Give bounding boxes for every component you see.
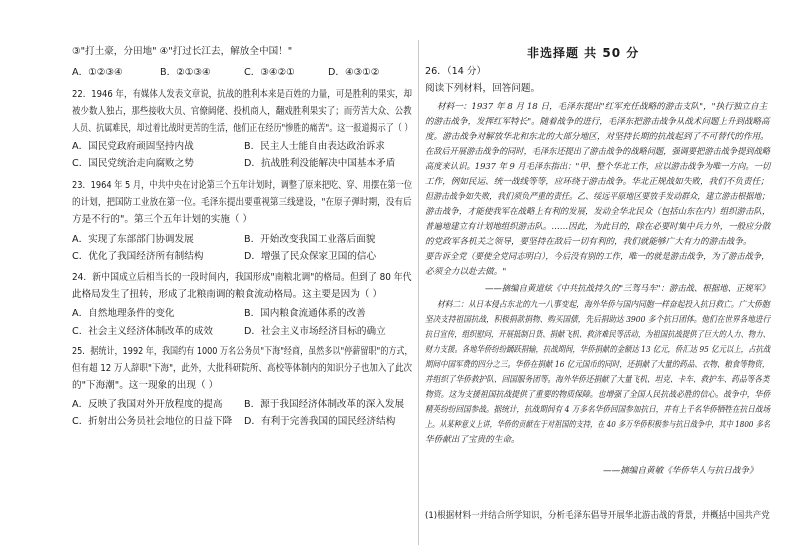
material1-line-6: 工作，例如民运、统一战线等等，应环绕于游击战争。华北正规战如失败，我们不负责任； bbox=[425, 177, 769, 187]
q22-line-2: 被少数人独占，那些接收大员、官僚阔佬、投机商人，翻戏胜利果实了；而劳苦大众、公教 bbox=[72, 106, 412, 117]
material2-line-2: 坚决支持祖国抗战，积极捐款捐物、购买国债，先后捐助达 3900 多个抗日团体。他们在世界各地进行 bbox=[425, 315, 771, 325]
material2-line-4: 财力支援。各地华侨纷纷踊跃捐输，抗战期间，华侨捐献的金额达 13 亿元，侨汇达 95 亿元以上，占抗战 bbox=[425, 345, 771, 355]
q21-continuation: ③"打土豪，分田地" ④"打过长江去，解放全中国！" bbox=[72, 46, 293, 57]
section-title: 非选择题 共 50 分 bbox=[527, 46, 640, 60]
q25-option-a: A．反映了我国对外开放程度的提高 bbox=[72, 399, 223, 410]
q25-option-d: D．有利于完善我国的国民经济结构 bbox=[244, 416, 396, 427]
material1-line-4: 在敌后开展游击战争的同时，毛泽东还提出了游击战争的战略问题，强调要把游击战争提到战略 bbox=[425, 147, 771, 157]
material1-line-12: 必须全力以赴去做。" bbox=[425, 267, 507, 277]
material2-source: ——摘编自黄敏《华侨华人与抗日战争》 bbox=[603, 466, 758, 476]
q24-line-1: 24．新中国成立后相当长的一段时间内，我国形成"南粮北调"的格局。但到了 80 年代 bbox=[72, 272, 412, 283]
q22-option-c: C．国民党统治走向腐败之势 bbox=[72, 158, 194, 169]
q26-subquestion-1: (1)根据材料一并结合所学知识，分析毛泽东倡导开展华北游击战的背景，并概括中国共产党 bbox=[425, 511, 770, 521]
material2-line-8: 精英纷纷回国参战。据统计，抗战期间有 4 万多名华侨回国参加抗日，并有上千名华侨牺牲在抗日战场 bbox=[425, 405, 771, 415]
material1-line-7: 但游击战争如失败，我们须负严重的责任。乙、绥远平原地区要放手发动群众，建立游击根据地； bbox=[425, 192, 770, 202]
q23-option-b: B．开始改变我国工业落后面貌 bbox=[244, 234, 376, 245]
q24-option-a: A．自然地理条件的变化 bbox=[72, 308, 175, 319]
material2-line-5: 期间中国军费的四分之三。华侨在捐献 16 亿元国币的同时，还捐献了大量的药品、衣物、粮食等物资， bbox=[425, 360, 770, 370]
q22-option-a: A．国民党政府顽固坚持内战 bbox=[72, 141, 194, 152]
q24-option-d: D．社会主义市场经济目标的确立 bbox=[244, 326, 386, 337]
material2-line-6: 并组织了华侨救护队、回国服务团等。海外华侨还捐献了大量飞机、坦克、卡车、救护车、药品等各类 bbox=[425, 375, 770, 385]
material1-line-3: 度。游击战争对解放华北和东北的大部分地区，对坚持长期的抗战起到了不可替代的作用。 bbox=[425, 132, 769, 142]
q23-line-2: 的计划，把国防工业放在第一位。毛泽东提出要重视第三线建设，"在原子弹时期，没有后 bbox=[72, 197, 412, 208]
q23-line-1: 23．1964 年 5 月，中共中央在讨论第三个五年计划时，调整了原来把吃、穿、用摆在第一位 bbox=[72, 180, 413, 191]
material2-line-3: 抗日宣传，组织慰问，开展抵制日货、捐献飞机、救济难民等活动，为祖国抗战提供了巨大的人力、物力、 bbox=[425, 330, 770, 340]
q21-option-a: A．①②③④ bbox=[72, 67, 123, 78]
q24-line-2: 此格局发生了扭转，形成了北粮南调的粮食流动格局。这主要是因为（ ） bbox=[72, 289, 383, 300]
q23-line-3: 方是不行的"。第三个五年计划的实施（ ） bbox=[72, 214, 253, 225]
q25-line-2: 但有超 12 万人辞职"下海"，此外，大批科研院所、高校等体制内的知识分子也加入了此次 bbox=[72, 363, 413, 374]
q22-option-b: B．民主人士能自由表达政治诉求 bbox=[244, 141, 385, 152]
q22-line-3: 人员、抗属难民，却过着比战时更苦的生活，他们正在经历"惨胜的痛苦"。这一报道揭示了（ ） bbox=[72, 123, 413, 134]
material1-line-2: 的游击战争，发挥红军特长"。随着战争的进行，毛泽东把游击战争从战术问题上升到战略高 bbox=[425, 117, 770, 127]
q24-option-c: C．社会主义经济体制改革的成效 bbox=[72, 326, 214, 337]
left-column bbox=[72, 0, 412, 560]
q22-option-d: D．抗战胜利没能解决中国基本矛盾 bbox=[244, 158, 396, 169]
material2-line-9: 上。从某种意义上讲，华侨的贡献在于对祖国的支持，在 40 多万华侨积极参与抗日战争中，其中 1800 多名 bbox=[425, 420, 771, 430]
q25-option-b: B．源于我国经济体制改革的深入发展 bbox=[244, 399, 405, 410]
q26-instruction: 阅读下列材料，回答问题。 bbox=[425, 83, 541, 94]
material1-line-11: 要告诉全党（要使全党同志明白），今后没有别的工作，唯一的就是游击战争，为了游击战争， bbox=[425, 252, 770, 262]
q21-option-d: D．④③①② bbox=[328, 67, 380, 78]
material1-line-9: 普遍地建立有计划地组织游击队。……因此，为此目的，除在必要时集中兵力外，一般应分散 bbox=[425, 222, 771, 232]
q23-option-a: A．实现了东部部门协调发展 bbox=[72, 234, 194, 245]
material1-line-5: 高度来认识。1937 年 9 月毛泽东指出："甲、整个华北工作，应以游击战争为唯一方向。一切 bbox=[425, 162, 771, 172]
q21-option-c: C．③④②① bbox=[244, 67, 295, 78]
right-column bbox=[425, 0, 770, 560]
material1-line-8: 游击战争，才能使我军在战略上有利的发展，发动全华北民众（包括山东在内）组织游击队， bbox=[425, 207, 771, 217]
q24-option-b: B．国内粮食流通体系的改善 bbox=[244, 308, 366, 319]
q26-header: 26．（14 分） bbox=[425, 66, 487, 77]
material2-line-10: 华侨献出了宝贵的生命。 bbox=[425, 435, 520, 445]
material2-line-1: 材料二：从日本侵占东北的九一八事变起，海外华侨与国内同胞一样奋起投入抗日救亡。广大侨胞 bbox=[437, 300, 770, 310]
material2-line-7: 物资。这为支援祖国抗战提供了重要的物质保障。也增强了全国人民抗战必胜的信心。战争中，华侨 bbox=[425, 390, 771, 400]
q25-line-3: 的"下海潮"。这一现象的出现（ ） bbox=[72, 380, 219, 391]
q21-option-b: B．②①③④ bbox=[160, 67, 211, 78]
q22-line-1: 22．1946 年，有媒体人发表文章说，抗战的胜利本来是百姓的力量，可是胜利的果实，却 bbox=[72, 89, 412, 100]
material1-source: ——摘编自黄道炫《中共抗战持久的"三驾马车"：游击战、根据地、正规军》 bbox=[485, 284, 770, 294]
q25-option-c: C．折射出公务员社会地位的日益下降 bbox=[72, 416, 233, 427]
material1-line-10: 的党政军各机关之领导，要坚持在敌后一切有利的，我们就能够广大有力的游击战争。 bbox=[425, 237, 752, 247]
q25-line-1: 25．据统计，1992 年，我国约有 1000 万名公务员"下海"经商，虽然多以"停薪留职"的方式， bbox=[72, 346, 413, 357]
column-divider bbox=[418, 40, 419, 545]
material1-line-1: 材料一：1937 年 8 月 18 日，毛泽东提出"红军充任战略的游击支队"，"执行独立自主 bbox=[437, 102, 768, 112]
q23-option-d: D．增强了民众保家卫国的信心 bbox=[244, 251, 377, 262]
q23-option-c: C．优化了我国经济所有制结构 bbox=[72, 251, 204, 262]
